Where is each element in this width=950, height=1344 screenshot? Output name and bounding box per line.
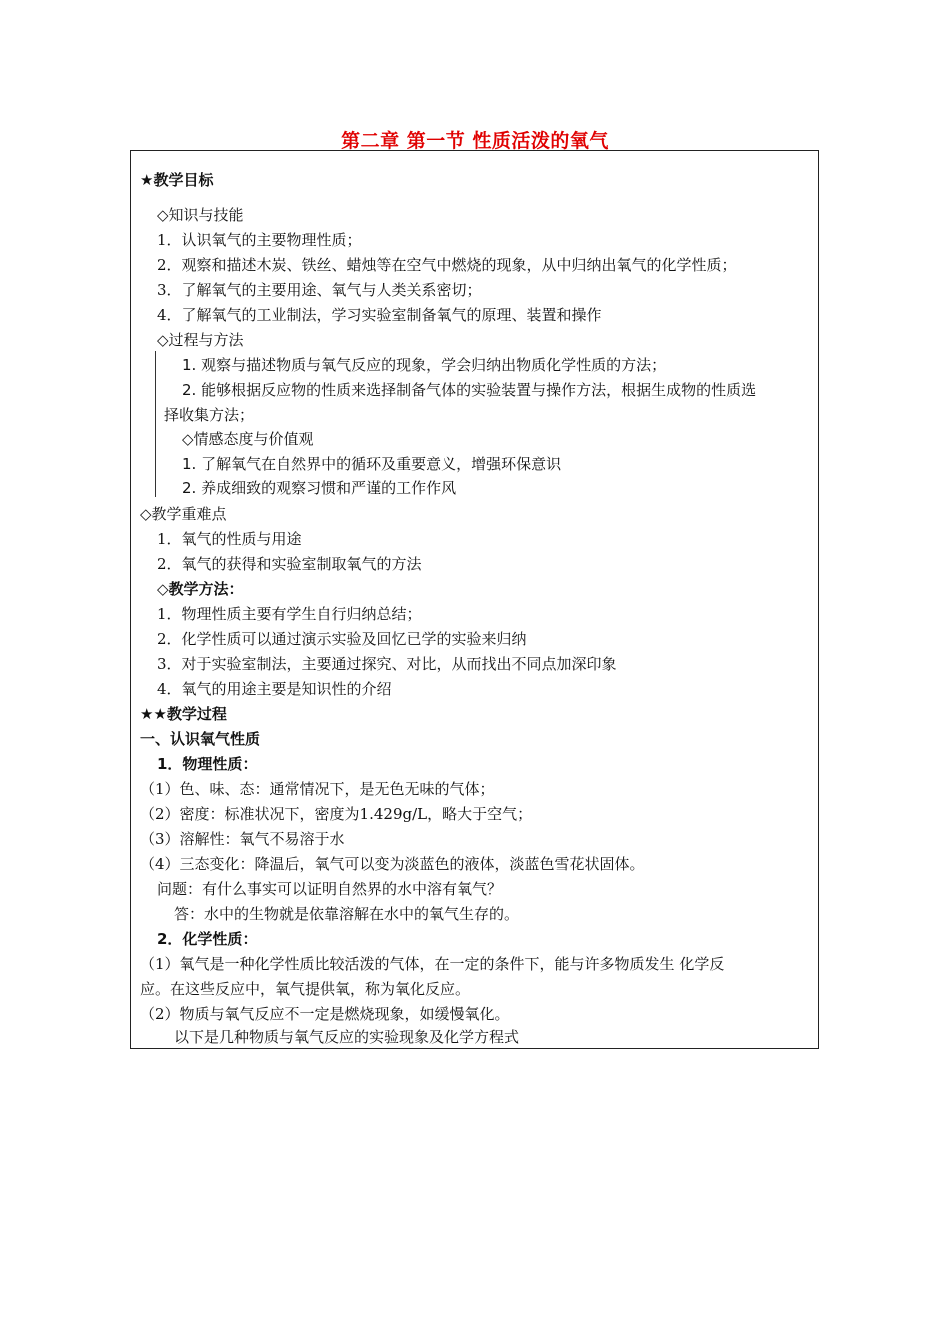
list-item: （1）氧气是一种化学性质比较活泼的气体，在一定的条件下，能与许多物质发生 化学反	[140, 955, 725, 973]
subheading-methods: ◇教学方法：	[157, 580, 244, 598]
list-item: 4．氧气的用途主要是知识性的介绍	[157, 680, 392, 698]
list-item: （2）物质与氧气反应不一定是燃烧现象，如缓慢氧化。	[140, 1005, 510, 1023]
list-item: 2. 养成细致的观察习惯和严谨的工作作风	[182, 479, 457, 497]
question-text: 问题：有什么事实可以证明自然界的水中溶有氧气？	[157, 880, 503, 898]
document-title: 第二章 第一节 性质活泼的氧气	[341, 130, 609, 152]
subheading-knowledge: ◇知识与技能	[157, 206, 244, 224]
section-heading-objectives: ★教学目标	[140, 171, 214, 189]
list-item: 2．观察和描述木炭、铁丝、蜡烛等在空气中燃烧的现象，从中归纳出氧气的化学性质；	[157, 256, 737, 274]
list-item: 1．物理性质主要有学生自行归纳总结；	[157, 605, 422, 623]
list-item: 1. 了解氧气在自然界中的循环及重要意义，增强环保意识	[182, 455, 562, 473]
list-item: 3．了解氧气的主要用途、氧气与人类关系密切；	[157, 281, 482, 299]
list-item: （4）三态变化：降温后，氧气可以变为淡蓝色的液体，淡蓝色雪花状固体。	[140, 855, 645, 873]
list-item: （1）色、味、态：通常情况下，是无色无味的气体；	[140, 780, 495, 798]
margin-rule	[155, 351, 156, 497]
list-item: 1. 观察与描述物质与氧气反应的现象，学会归纳出物质化学性质的方法；	[182, 356, 667, 374]
section-heading-process: ★★教学过程	[140, 705, 227, 723]
section-heading-oxygen-properties: 一、认识氧气性质	[140, 730, 261, 748]
subheading-key-points: ◇教学重难点	[140, 505, 227, 523]
list-item: 2. 能够根据反应物的性质来选择制备气体的实验装置与操作方法，根据生成物的性质选	[182, 381, 757, 399]
list-item: （3）溶解性：氧气不易溶于水	[140, 830, 345, 848]
list-item-continued: 应。在这些反应中，氧气提供氧，称为氧化反应。	[140, 980, 471, 998]
subheading-process: ◇过程与方法	[157, 331, 244, 349]
list-item: 1．认识氧气的主要物理性质；	[157, 231, 362, 249]
subheading-chemical-properties: 2．化学性质：	[157, 930, 258, 948]
list-item: （2）密度：标准状况下，密度为1.429g/L，略大于空气；	[140, 805, 533, 823]
subheading-physical-properties: 1．物理性质：	[157, 755, 258, 773]
list-item: 4．了解氧气的工业制法，学习实验室制备氧气的原理、装置和操作	[157, 306, 602, 324]
subheading-attitude: ◇情感态度与价值观	[182, 430, 314, 448]
list-item: 2．氧气的获得和实验室制取氧气的方法	[157, 555, 422, 573]
list-item-continued: 择收集方法；	[164, 406, 255, 424]
list-item: 2．化学性质可以通过演示实验及回忆已学的实验来归纳	[157, 630, 527, 648]
list-item: 3．对于实验室制法，主要通过探究、对比，从而找出不同点加深印象	[157, 655, 617, 673]
answer-text: 答：水中的生物就是依靠溶解在水中的氧气生存的。	[174, 905, 520, 923]
closing-text: 以下是几种物质与氧气反应的实验现象及化学方程式	[174, 1028, 520, 1046]
list-item: 1．氧气的性质与用途	[157, 530, 302, 548]
